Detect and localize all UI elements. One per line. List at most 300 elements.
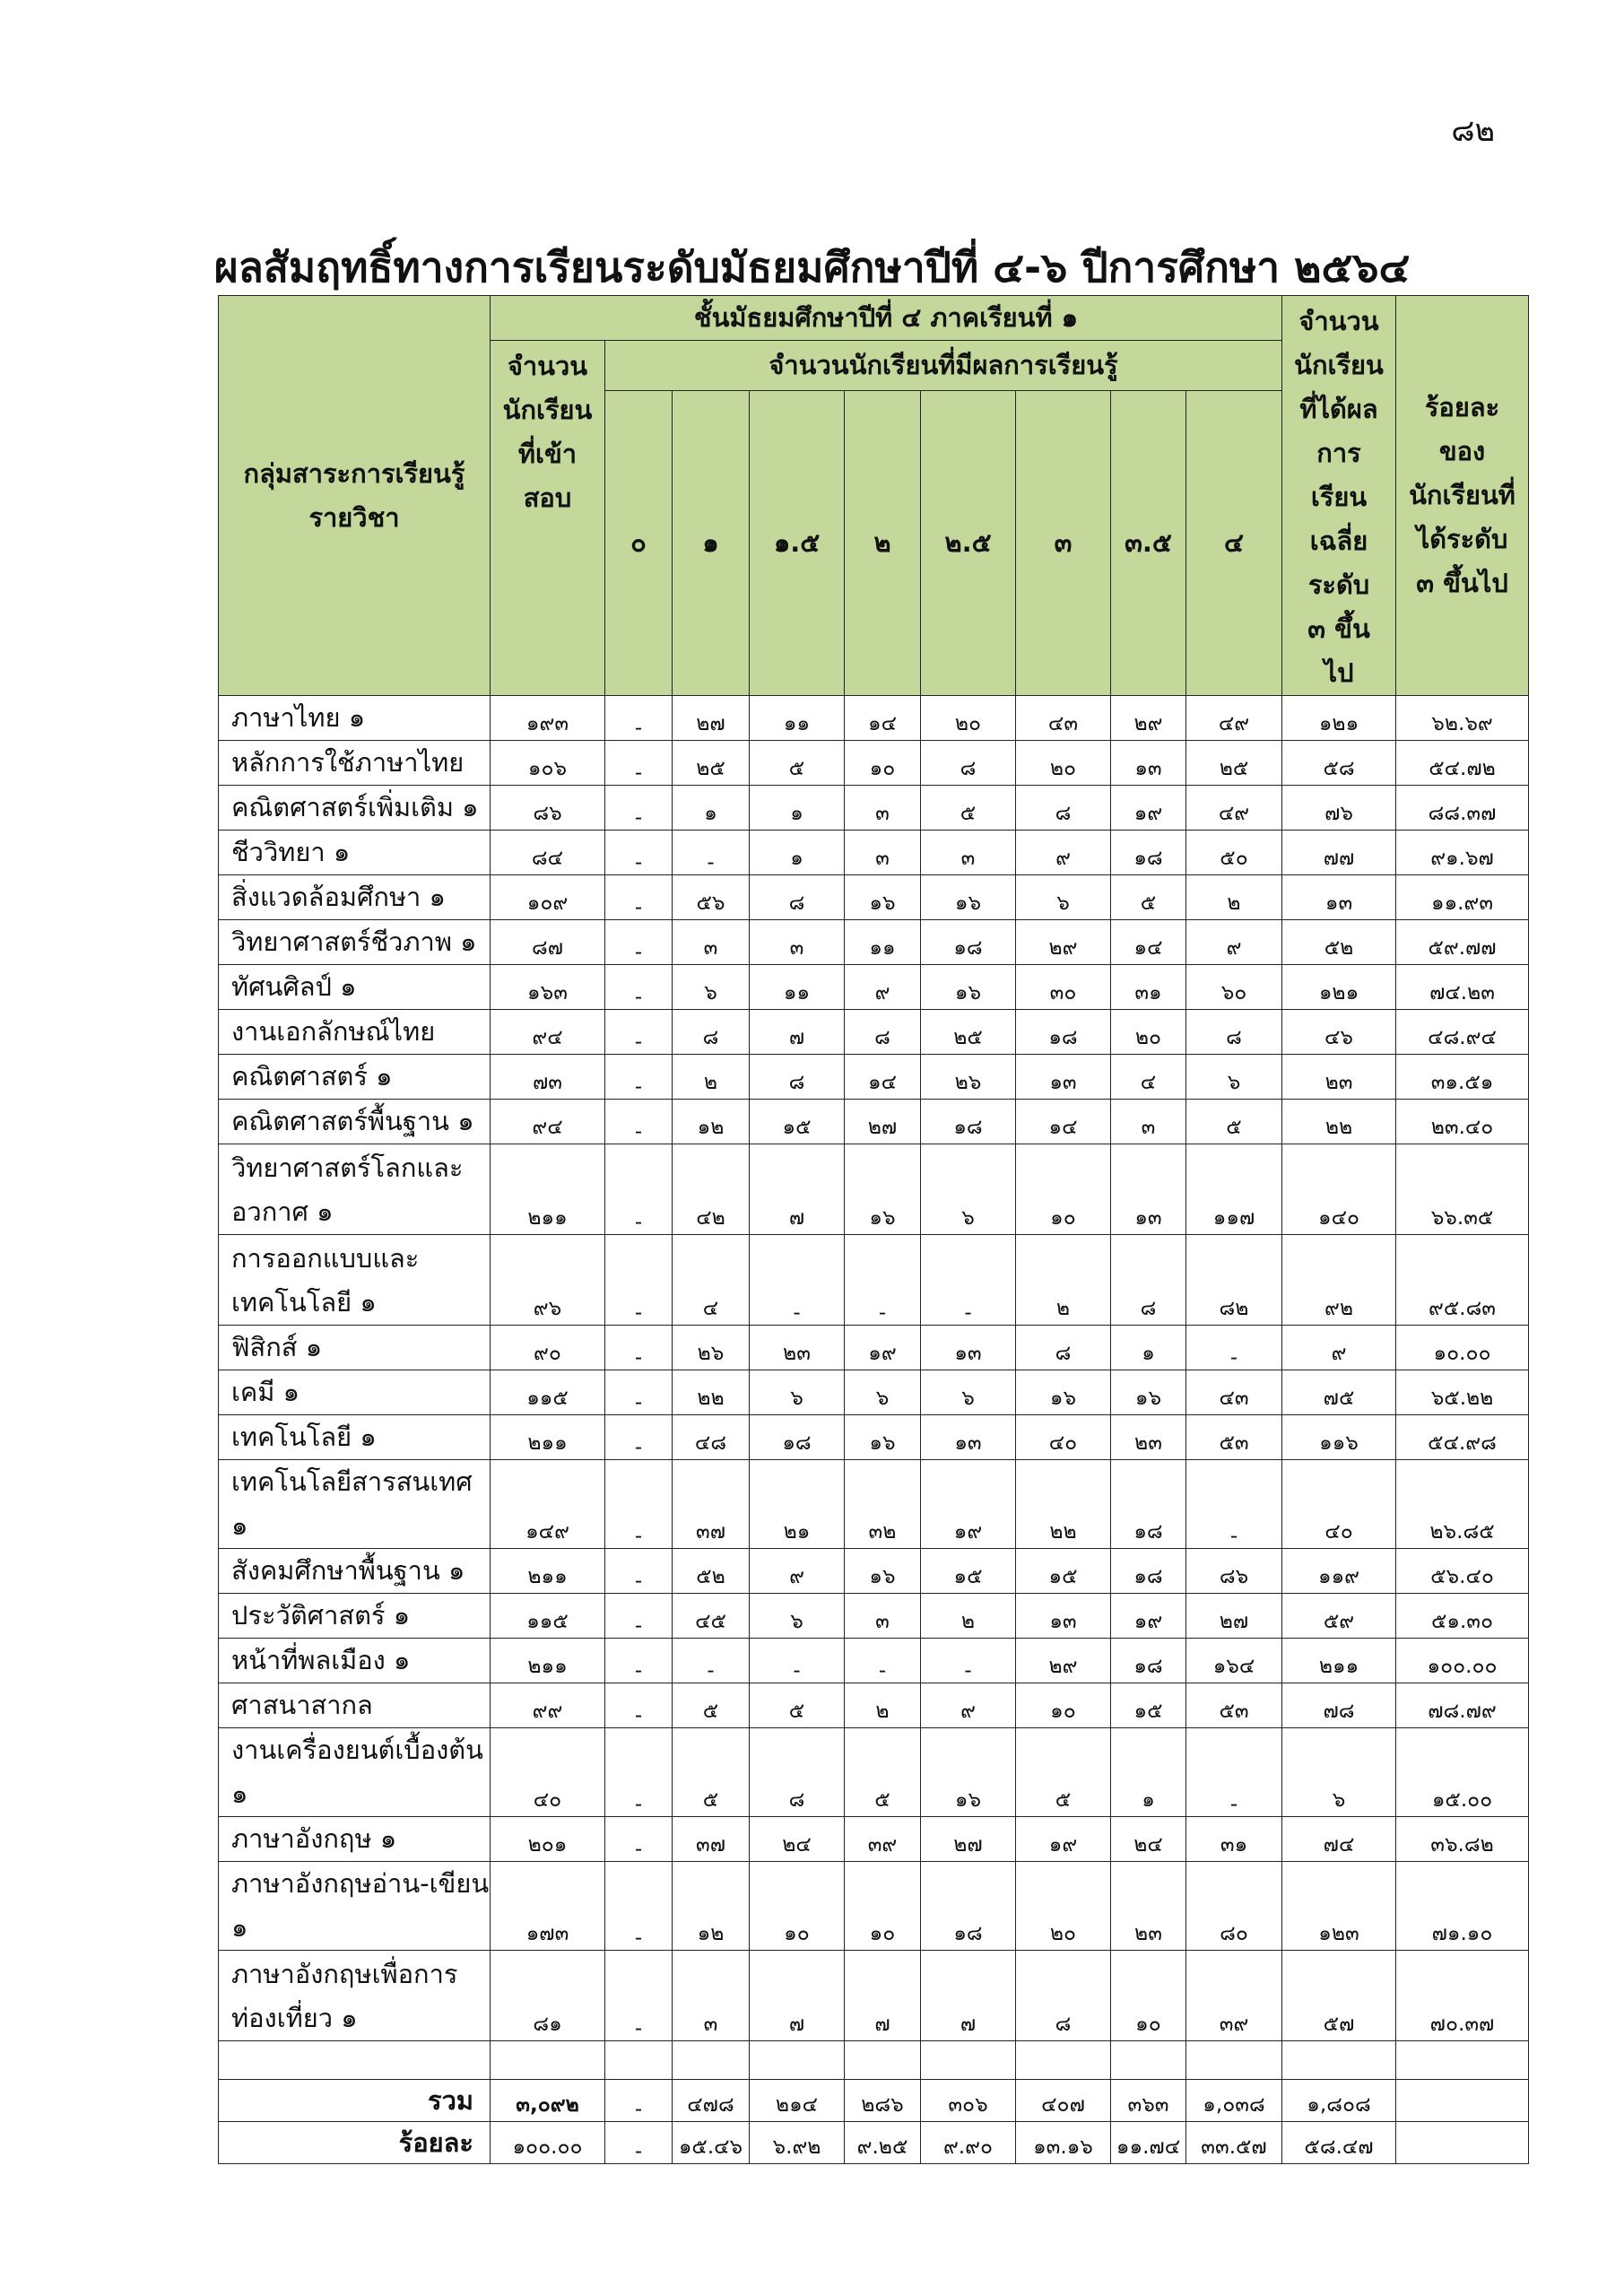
table-cell: ๙๕.๘๓ [1396,1235,1529,1326]
subject-name [219,696,491,741]
table-cell: ๒๐ [1016,1862,1111,1951]
total-cell: ๓๐๖ [921,2080,1016,2122]
table-cell: ๒๐ [921,696,1016,741]
subject-name [219,1817,491,1862]
table-cell: ๙๒ [1282,1235,1396,1326]
table-cell: ๑๖๓ [491,965,605,1010]
table-cell: ๕๑.๓๐ [1396,1594,1529,1639]
table-cell: ๖ [750,1594,845,1639]
table-cell: - [605,2122,673,2164]
table-cell: ๒๑๑ [491,1415,605,1460]
table-row [219,1639,1529,1683]
table-cell: ๑๑๕ [491,1594,605,1639]
table-cell: ๑๖ [845,1144,921,1235]
table-row [219,1817,1529,1862]
table-cell: ๔๙ [1186,696,1282,741]
table-cell: ๗ [750,1951,845,2041]
table-cell: - [750,1235,845,1326]
table-cell: ๕๗ [1282,1951,1396,2041]
table-cell: ๑๑ [750,696,845,741]
table-cell: - [605,1639,673,1683]
subject-line: ภาษาอังกฤษอ่าน-เขียน ๑ [231,1868,490,1943]
total-cell: - [605,2080,673,2122]
table-cell: ๘ [921,741,1016,786]
table-cell: ๑๙ [1111,786,1186,831]
subject-line: เทคโนโลยี ๑ [231,1287,377,1318]
table-cell: ๑๔๙ [491,1460,605,1549]
table-cell: ๑ [1111,1728,1186,1817]
subject-name [219,1728,491,1817]
table-cell: ๔๐ [1016,1415,1111,1460]
table-cell: ๒๓.๔๐ [1396,1100,1529,1144]
table-cell: ๑๖ [845,1549,921,1594]
table-cell: ๙๔ [491,1100,605,1144]
table-cell: - [605,1594,673,1639]
table-cell: ๑๕ [1016,1549,1111,1594]
table-cell: ๙๑.๖๗ [1396,831,1529,875]
table-cell: ๗๘ [1282,1683,1396,1728]
table-cell: ๑๘ [1016,1010,1111,1055]
subject-line: ศาสนาสากล [231,1690,373,1720]
table-cell: ๕ [750,1683,845,1728]
table-cell: ๑๐๙ [491,875,605,920]
table-cell: ๖ [673,965,750,1010]
table-cell: ๑๑ [750,965,845,1010]
table-cell: - [921,1639,1016,1683]
table-cell: ๒๖ [673,1326,750,1370]
table-cell: ๒๖ [921,1055,1016,1100]
table-cell: ๓ [845,1594,921,1639]
table-cell: - [605,1370,673,1415]
table-cell: ๑๐ [750,1862,845,1951]
table-cell: ๑๑.๗๔ [1111,2122,1186,2164]
table-cell: ๑๑๙ [1282,1549,1396,1594]
table-cell: ๒๑ [750,1460,845,1549]
table-cell: ๑๑๗ [1186,1144,1282,1235]
subject-name [219,1055,491,1100]
achievement-table [218,295,1529,2164]
table-cell: ๑๐ [845,741,921,786]
table-cell: ๑๘ [921,920,1016,965]
table-cell: ๓ [921,831,1016,875]
table-cell: ๕๙.๗๗ [1396,920,1529,965]
table-cell: ๓๒ [845,1460,921,1549]
subject-line: ท่องเที่ยว ๑ [231,2003,358,2033]
subject-name [219,1100,491,1144]
table-cell [1396,2122,1529,2164]
table-cell: ๑๙ [1111,1594,1186,1639]
table-row [219,741,1529,786]
table-cell: ๕๘ [1282,741,1396,786]
table-cell: ๑ [750,786,845,831]
total-cell: ๒๘๖ [845,2080,921,2122]
table-cell: ๒๒ [1282,1100,1396,1144]
subject-line: สังคมศึกษาพื้นฐาน ๑ [231,1555,465,1586]
table-cell: ๕ [673,1683,750,1728]
table-row [219,965,1529,1010]
table-cell: ๘๔ [491,831,605,875]
table-cell: ๙.๒๕ [845,2122,921,2164]
table-cell: ๒๗ [1186,1594,1282,1639]
subject-line: ภาษาอังกฤษ ๑ [231,1823,397,1854]
table-cell: ๕๓ [1186,1683,1282,1728]
table-cell: ๒๑๑ [491,1144,605,1235]
subject-name [219,1683,491,1728]
table-cell: ๔๐ [1282,1460,1396,1549]
table-cell: ๒๔ [750,1817,845,1862]
table-cell: ๘ [1186,1010,1282,1055]
total-cell: ๓๖๓ [1111,2080,1186,2122]
table-cell: ๑๖ [921,965,1016,1010]
subject-name [219,1235,491,1326]
table-cell: ๖.๙๒ [750,2122,845,2164]
table-cell: ๗๐.๓๗ [1396,1951,1529,2041]
count-grade3-up-header: จำนวน นักเรียน ที่ได้ผล การ เรียน เฉลี่ย ระดับ ๓ ขึ้น ไป [1282,296,1396,696]
table-cell: ๘ [1016,1326,1111,1370]
students-by-grade-header: จำนวนนักเรียนที่มีผลการเรียนรู้ [605,341,1282,391]
table-cell: ๖ [921,1370,1016,1415]
subject-line: ภาษาไทย ๑ [231,702,366,733]
table-cell: ๓๗ [673,1817,750,1862]
table-cell: ๗๓ [491,1055,605,1100]
table-cell: ๘ [1111,1235,1186,1326]
table-cell: ๙ [845,965,921,1010]
table-cell: ๔๓ [1016,696,1111,741]
table-cell: ๑๘ [1111,1460,1186,1549]
table-row [219,786,1529,831]
subject-line: คณิตศาสตร์ ๑ [231,1061,393,1091]
table-cell: ๖ [921,1144,1016,1235]
table-row [219,1415,1529,1460]
table-cell: ๗ [750,1144,845,1235]
subject-line: วิทยาศาสตร์โลกและ [231,1152,464,1183]
table-cell: ๗๔.๒๓ [1396,965,1529,1010]
table-cell: ๕ [750,741,845,786]
table-cell: ๑๖ [845,875,921,920]
table-cell: ๘ [673,1010,750,1055]
table-cell: ๑๐๖ [491,741,605,786]
grade-header: ๓.๕ [1111,391,1186,696]
table-cell: ๗๑.๑๐ [1396,1862,1529,1951]
total-cell: ๔๐๗ [1016,2080,1111,2122]
table-cell: ๑๓ [1282,875,1396,920]
subject-group-header: กลุ่มสาระการเรียนรู้ รายวิชา [219,296,491,696]
table-cell: ๑๓ [921,1415,1016,1460]
table-cell: ๔๕ [673,1594,750,1639]
table-cell: ๓๑.๕๑ [1396,1055,1529,1100]
table-cell: ๒๗ [845,1100,921,1144]
table-cell: ๒๓ [1282,1055,1396,1100]
table-cell: ๑๒๑ [1282,965,1396,1010]
table-row [219,1144,1529,1235]
table-cell: ๗๖ [1282,786,1396,831]
table-cell: ๔ [1111,1055,1186,1100]
table-cell: ๑๕.๐๐ [1396,1728,1529,1817]
table-cell: - [605,741,673,786]
table-cell: ๘๘.๓๗ [1396,786,1529,831]
table-cell: ๑๑.๙๓ [1396,875,1529,920]
table-cell: ๑๓ [1111,741,1186,786]
subject-name [219,920,491,965]
subject-name [219,1370,491,1415]
table-cell: ๑๖ [921,875,1016,920]
table-cell: ๓๙ [1186,1951,1282,2041]
grade-header: ๑ [673,391,750,696]
table-cell: ๒๙ [1016,920,1111,965]
table-cell: - [1186,1728,1282,1817]
table-cell: ๒ [673,1055,750,1100]
table-cell: - [605,1326,673,1370]
table-row [219,696,1529,741]
table-cell: ๓๑ [1111,965,1186,1010]
table-cell: ๕ [1111,875,1186,920]
total-label: รวม [219,2080,491,2122]
table-cell: ๑๘ [921,1100,1016,1144]
table-cell: ๘ [750,1055,845,1100]
table-cell: ๑๖ [1111,1370,1186,1415]
table-cell: ๑๖๔ [1186,1639,1282,1683]
table-cell: ๑๕ [750,1100,845,1144]
table-cell: ๑๓.๑๖ [1016,2122,1111,2164]
table-cell: ๗๘.๗๙ [1396,1683,1529,1728]
table-cell: ๙๙ [491,1683,605,1728]
table-cell: ๑ [673,786,750,831]
percent-label: ร้อยละ [219,2122,491,2164]
subject-line: ฟิสิกส์ ๑ [231,1332,323,1362]
table-cell: ๓๑ [1186,1817,1282,1862]
table-cell: - [605,786,673,831]
table-cell: ๓๙ [845,1817,921,1862]
level-term-header: ชั้นมัธยมศึกษาปีที่ ๔ ภาคเรียนที่ ๑ [491,296,1282,341]
table-cell: - [845,1235,921,1326]
table-cell: ๒๒ [1016,1460,1111,1549]
table-cell: ๒๙ [1111,696,1186,741]
table-row [219,875,1529,920]
table-cell: ๒๙ [1016,1639,1111,1683]
subject-name [219,1549,491,1594]
subject-name [219,831,491,875]
table-cell: ๕ [1186,1100,1282,1144]
table-cell: - [605,1951,673,2041]
subject-line: คณิตศาสตร์เพิ่มเติม ๑ [231,792,479,822]
total-cell: ๒๑๔ [750,2080,845,2122]
subject-name [219,965,491,1010]
table-cell: - [1186,1460,1282,1549]
table-cell: ๒๗ [921,1817,1016,1862]
table-body [219,696,1529,2164]
table-cell: - [605,920,673,965]
percent-row [219,2122,1529,2164]
table-cell: ๒๑๑ [491,1549,605,1594]
table-cell: ๖ [1186,1055,1282,1100]
subject-line: เทคโนโลยี ๑ [231,1422,377,1452]
subject-line: งานเอกลักษณ์ไทย [231,1016,436,1047]
table-cell: - [605,1817,673,1862]
table-cell: ๑๙ [1016,1817,1111,1862]
table-cell: ๒ [921,1594,1016,1639]
table-cell: ๙.๙๐ [921,2122,1016,2164]
blank-row [219,2041,1529,2080]
table-cell: ๒ [845,1683,921,1728]
table-cell: ๕ [845,1728,921,1817]
table-cell: ๑๕ [921,1549,1016,1594]
table-cell: ๘๖ [1186,1549,1282,1594]
table-cell: ๔๐ [491,1728,605,1817]
table-cell: - [673,1639,750,1683]
subject-name [219,1144,491,1235]
subject-line: เคมี ๑ [231,1377,300,1407]
table-cell: ๖๒.๖๙ [1396,696,1529,741]
table-cell: ๓ [750,920,845,965]
table-cell: ๗ [921,1951,1016,2041]
table-cell: ๙ [1282,1326,1396,1370]
subject-line: ทัศนศิลป์ ๑ [231,971,357,1002]
table-cell: ๑๔ [845,696,921,741]
table-cell: - [605,1728,673,1817]
grade-header: ๓ [1016,391,1111,696]
subject-name [219,1951,491,2041]
table-cell: ๒ [1016,1235,1111,1326]
exam-takers-header: จำนวน นักเรียน ที่เข้า สอบ [491,341,605,696]
table-cell: ๑๔ [1111,920,1186,965]
total-row [219,2080,1529,2122]
table-cell: ๑๘ [750,1415,845,1460]
table-cell: ๑๘ [1111,1549,1186,1594]
table-cell: ๑๙ [845,1326,921,1370]
table-cell: ๘๑ [491,1951,605,2041]
table-row [219,831,1529,875]
table-cell: ๑๒๑ [1282,696,1396,741]
subject-line: งานเครื่องยนต์เบื้องต้น ๑ [231,1735,483,1809]
subject-line: วิทยาศาสตร์ชีวภาพ ๑ [231,926,477,957]
table-cell: ๖ [845,1370,921,1415]
table-cell: ๗ [750,1010,845,1055]
subject-line: ประวัติศาสตร์ ๑ [231,1600,411,1631]
subject-line: คณิตศาสตร์พื้นฐาน ๑ [231,1106,474,1136]
table-cell: ๑๖ [921,1728,1016,1817]
table-cell: ๗๗ [1282,831,1396,875]
table-cell: ๒๕ [1186,741,1282,786]
table-cell: ๑๙๓ [491,696,605,741]
page-title: ผลสัมฤทธิ์ทางการเรียนระดับมัธยมศึกษาปีที่ ๔-๖ ปีการศึกษา ๒๕๖๔ [213,243,1411,291]
table-cell: - [605,1683,673,1728]
table-cell: ๘๒ [1186,1235,1282,1326]
table-cell: ๕ [1016,1728,1111,1817]
table-cell: ๙๐ [491,1326,605,1370]
table-cell: ๑๕ [1111,1683,1186,1728]
table-row [219,1862,1529,1951]
table-cell: ๑๘ [1111,831,1186,875]
table-cell: ๔๘.๙๔ [1396,1010,1529,1055]
table-cell: ๑๐๐.๐๐ [491,2122,605,2164]
table-cell: ๘ [750,875,845,920]
table-cell: ๒๓ [750,1326,845,1370]
table-cell: ๕๐ [1186,831,1282,875]
table-cell: ๔๓ [1186,1370,1282,1415]
table-cell: ๑ [1111,1326,1186,1370]
table-row [219,1326,1529,1370]
table-cell: ๓ [845,786,921,831]
table-cell: ๑๖ [845,1415,921,1460]
table-cell: ๒๐ [1016,741,1111,786]
table-cell: ๑๐ [845,1862,921,1951]
grade-header: ๔ [1186,391,1282,696]
table-cell: ๘ [1016,1951,1111,2041]
total-cell: ๑,๘๐๘ [1282,2080,1396,2122]
table-cell: ๘๐ [1186,1862,1282,1951]
table-cell: - [750,1639,845,1683]
table-cell: ๘ [1016,786,1111,831]
table-cell: ๑๓ [1016,1055,1111,1100]
table-row [219,1683,1529,1728]
table-cell: ๑๐.๐๐ [1396,1326,1529,1370]
table-cell: ๑๓ [1016,1594,1111,1639]
table-cell: ๙ [750,1549,845,1594]
table-cell: ๖๖.๓๕ [1396,1144,1529,1235]
table-cell: ๕๓ [1186,1415,1282,1460]
table-cell: ๑๐๐.๐๐ [1396,1639,1529,1683]
table-cell: ๔๒ [673,1144,750,1235]
table-cell: - [921,1235,1016,1326]
subject-line: หน้าที่พลเมือง ๑ [231,1645,411,1675]
table-cell: ๓ [673,1951,750,2041]
grade-header: ๑.๕ [750,391,845,696]
page-number: ๘๒ [1451,113,1495,149]
subject-name [219,741,491,786]
grade-header: ๐ [605,391,673,696]
total-cell: ๑,๐๓๘ [1186,2080,1282,2122]
table-cell: ๖ [1016,875,1111,920]
subject-line: การออกแบบและ [231,1243,420,1274]
subject-name [219,1639,491,1683]
table-cell: ๑๐ [1016,1683,1111,1728]
table-row [219,1235,1529,1326]
table-cell: ๖๐ [1186,965,1282,1010]
table-cell: ๑๘ [1111,1639,1186,1683]
table-cell: ๒๑๑ [1282,1639,1396,1683]
table-cell: ๑๔ [1016,1100,1111,1144]
table-cell: - [605,831,673,875]
table-cell: ๕๒ [673,1549,750,1594]
table-cell: ๑๒ [673,1862,750,1951]
table-cell: - [605,965,673,1010]
table-cell: ๘๗ [491,920,605,965]
table-row [219,920,1529,965]
subject-line: อวกาศ ๑ [231,1196,334,1227]
table-cell: ๒๐๑ [491,1817,605,1862]
table-cell: - [605,1144,673,1235]
subject-name [219,1460,491,1549]
table-cell: ๓ [1111,1100,1186,1144]
subject-name [219,786,491,831]
table-cell: - [605,1415,673,1460]
subject-line: หลักการใช้ภาษาไทย [231,747,465,778]
table-cell: ๕๖.๔๐ [1396,1549,1529,1594]
subject-line: สิ่งแวดล้อมศึกษา ๑ [231,882,446,912]
table-cell: ๕๔.๗๒ [1396,741,1529,786]
table-row [219,1460,1529,1549]
table-cell: - [605,1055,673,1100]
table-row [219,1549,1529,1594]
table-cell: ๙ [1016,831,1111,875]
table-cell: ๑๑๕ [491,1370,605,1415]
table-cell: ๑ [750,831,845,875]
table-cell: ๓๖.๘๒ [1396,1817,1529,1862]
table-cell: - [605,1862,673,1951]
table-cell: ๒๐ [1111,1010,1186,1055]
table-cell: ๕๖ [673,875,750,920]
table-cell: ๑๔ [845,1055,921,1100]
